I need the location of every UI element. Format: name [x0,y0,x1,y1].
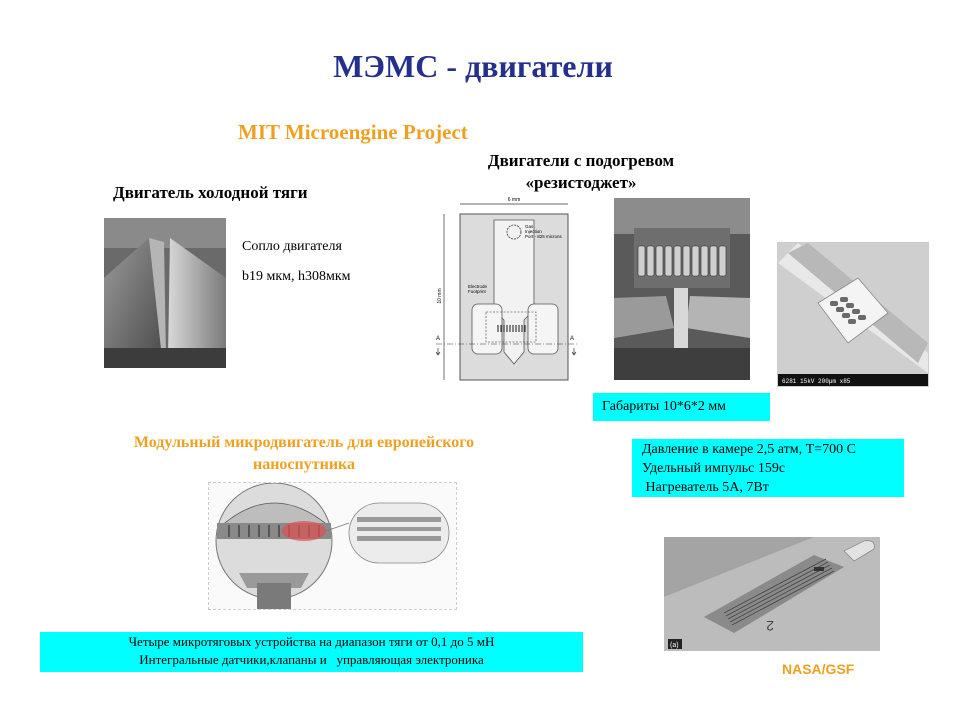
slide-subtitle: MIT Microengine Project [238,120,468,144]
spec-impulse: Удельный импульс 159с [642,461,786,476]
resistojet-heading-line1: Двигатели с подогревом [487,151,675,170]
nasa-marker: 2 [766,618,774,634]
dimensions-box: Габариты 10*6*2 мм [593,393,770,421]
height-label: 10 mm [437,288,443,304]
nasa-panel-label: (a) [670,642,679,649]
sem-caption: 6281 15kV 200µm x85 [782,378,851,385]
sem-overview-photo [777,242,929,387]
nasa-credit: NASA/GSF [782,661,855,677]
electrode-label-2: Footprint [468,289,486,294]
nozzle-dimensions: b19 мкм, h308мкм [242,269,351,284]
feature-sensors: Интегральные датчики,клапаны и управляющая электроника [139,652,484,667]
gas-label-3: Port - 825 microns [525,234,562,239]
gas-label-1: Gas [525,224,534,229]
modular-heading [94,432,514,476]
spec-pressure: Давление в камере 2,5 атм, Т=700 С [642,442,856,457]
cold-thrust-heading: Двигатель холодной тяги [113,183,308,202]
feature-thrusters: Четыре микротяговых устройства на диапазон тяги от 0,1 до 5 мН [128,634,495,649]
features-box [40,632,583,672]
resistojet-heading [478,150,684,194]
section-a-right: A [570,336,575,342]
electrode-label-1: Electrode [468,284,488,289]
modular-heading-line2: наноспутника [252,456,356,473]
modular-heading-line1: Модульный микродвигатель для европейского [133,434,475,451]
slide-title: МЭМС - двигатели [333,48,613,84]
section-a-left: A [436,336,441,342]
nasa-photo [664,537,880,651]
width-label: 6 mm [507,197,521,203]
heater-photo [614,198,750,380]
gas-label-2: Injection [525,229,542,234]
specs-box [632,439,904,497]
nozzle-label: Сопло двигателя [242,239,342,254]
nozzle-photo [104,218,226,368]
resistojet-heading-line2: «резистоджет» [525,173,637,192]
spec-heater: Нагреватель 5А, 7Вт [642,480,769,495]
resistojet-diagram [432,192,580,382]
modular-engine-drawing [208,482,457,610]
